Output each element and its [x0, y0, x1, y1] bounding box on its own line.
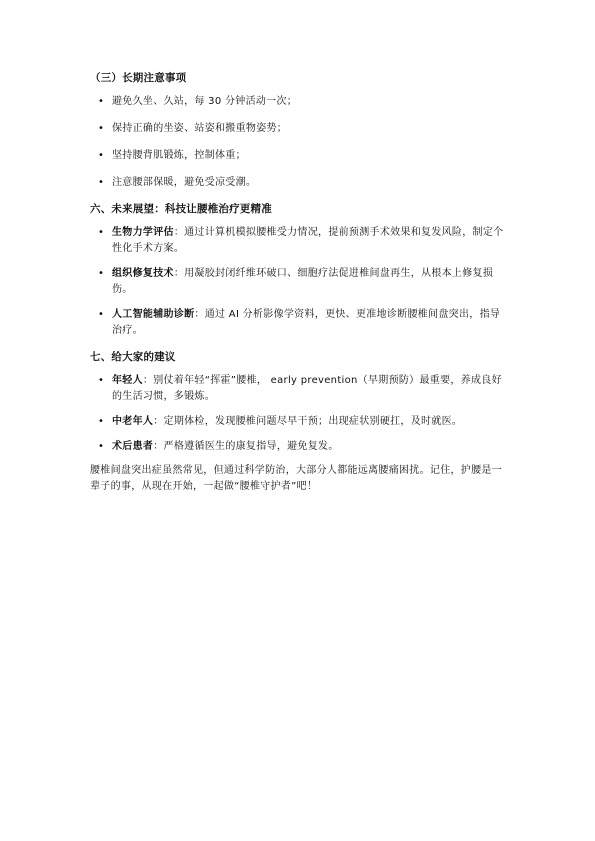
item-term: 组织修复技术: [112, 268, 174, 279]
bullet-icon: •: [98, 150, 105, 161]
list-item: • 注意腰部保暖，避免受凉受潮。: [90, 175, 510, 191]
list-item: • 生物力学评估：通过计算机模拟腰椎受力情况，提前预测手术效果和复发风险，制定个性化手术方案。: [98, 227, 504, 254]
bullet-icon: •: [98, 123, 105, 134]
list-item: • 坚持腰背肌锻炼，控制体重；: [90, 148, 510, 164]
list-item: • 年轻人：别仗着年轻“挥霍”腰椎， early prevention（早期预防）最重要，养成良好的生活习惯，多锻炼。: [98, 375, 502, 402]
list-item: • 保持正确的坐姿、站姿和搬重物姿势；: [90, 121, 510, 137]
item-term: 术后患者: [112, 441, 154, 452]
bullet-icon: •: [98, 227, 105, 238]
list-item: • 避免久坐、久站，每 30 分钟活动一次；: [90, 94, 510, 110]
bullet-icon: •: [98, 268, 105, 279]
item-term: 人工智能辅助诊断: [112, 309, 195, 320]
bullet-icon: •: [98, 309, 105, 320]
future-outlook-list: [90, 225, 510, 339]
bullet-icon: •: [98, 375, 105, 386]
bullet-icon: •: [98, 416, 105, 427]
item-term: 年轻人: [112, 375, 143, 386]
bullet-icon: •: [98, 96, 105, 107]
item-term: 生物力学评估: [112, 227, 174, 238]
list-item: • 组织修复技术：用凝胶封闭纤维环破口、细胞疗法促进椎间盘再生，从根本上修复损伤。: [98, 268, 494, 295]
section-heading-advice: 七、给大家的建议: [90, 351, 176, 363]
bullet-icon: •: [98, 441, 105, 452]
closing-paragraph: 腰椎间盘突出症虽然常见，但通过科学防治，大部分人都能远离腰痛困扰。记住，护腰是一辈子的事，从现在开始，一起做“腰椎守护者”吧！: [90, 465, 502, 492]
long-term-care-list: [90, 94, 510, 191]
section-heading-future-outlook: 六、未来展望：科技让腰椎治疗更精准: [90, 203, 272, 215]
section-heading-long-term-care: （三）长期注意事项: [90, 72, 187, 84]
advice-list: [90, 373, 510, 455]
list-item: • 术后患者：严格遵循医生的康复指导，避免复发。: [90, 439, 510, 455]
list-item: • 中老年人：定期体检，发现腰椎问题尽早干预；出现症状别硬扛，及时就医。: [90, 414, 510, 430]
item-term: 中老年人: [112, 416, 154, 427]
list-item: • 人工智能辅助诊断：通过 AI 分析影像学资料，更快、更准地诊断腰椎间盘突出，指导治疗。: [98, 309, 501, 336]
document-content: [90, 70, 510, 495]
bullet-icon: •: [98, 177, 105, 188]
